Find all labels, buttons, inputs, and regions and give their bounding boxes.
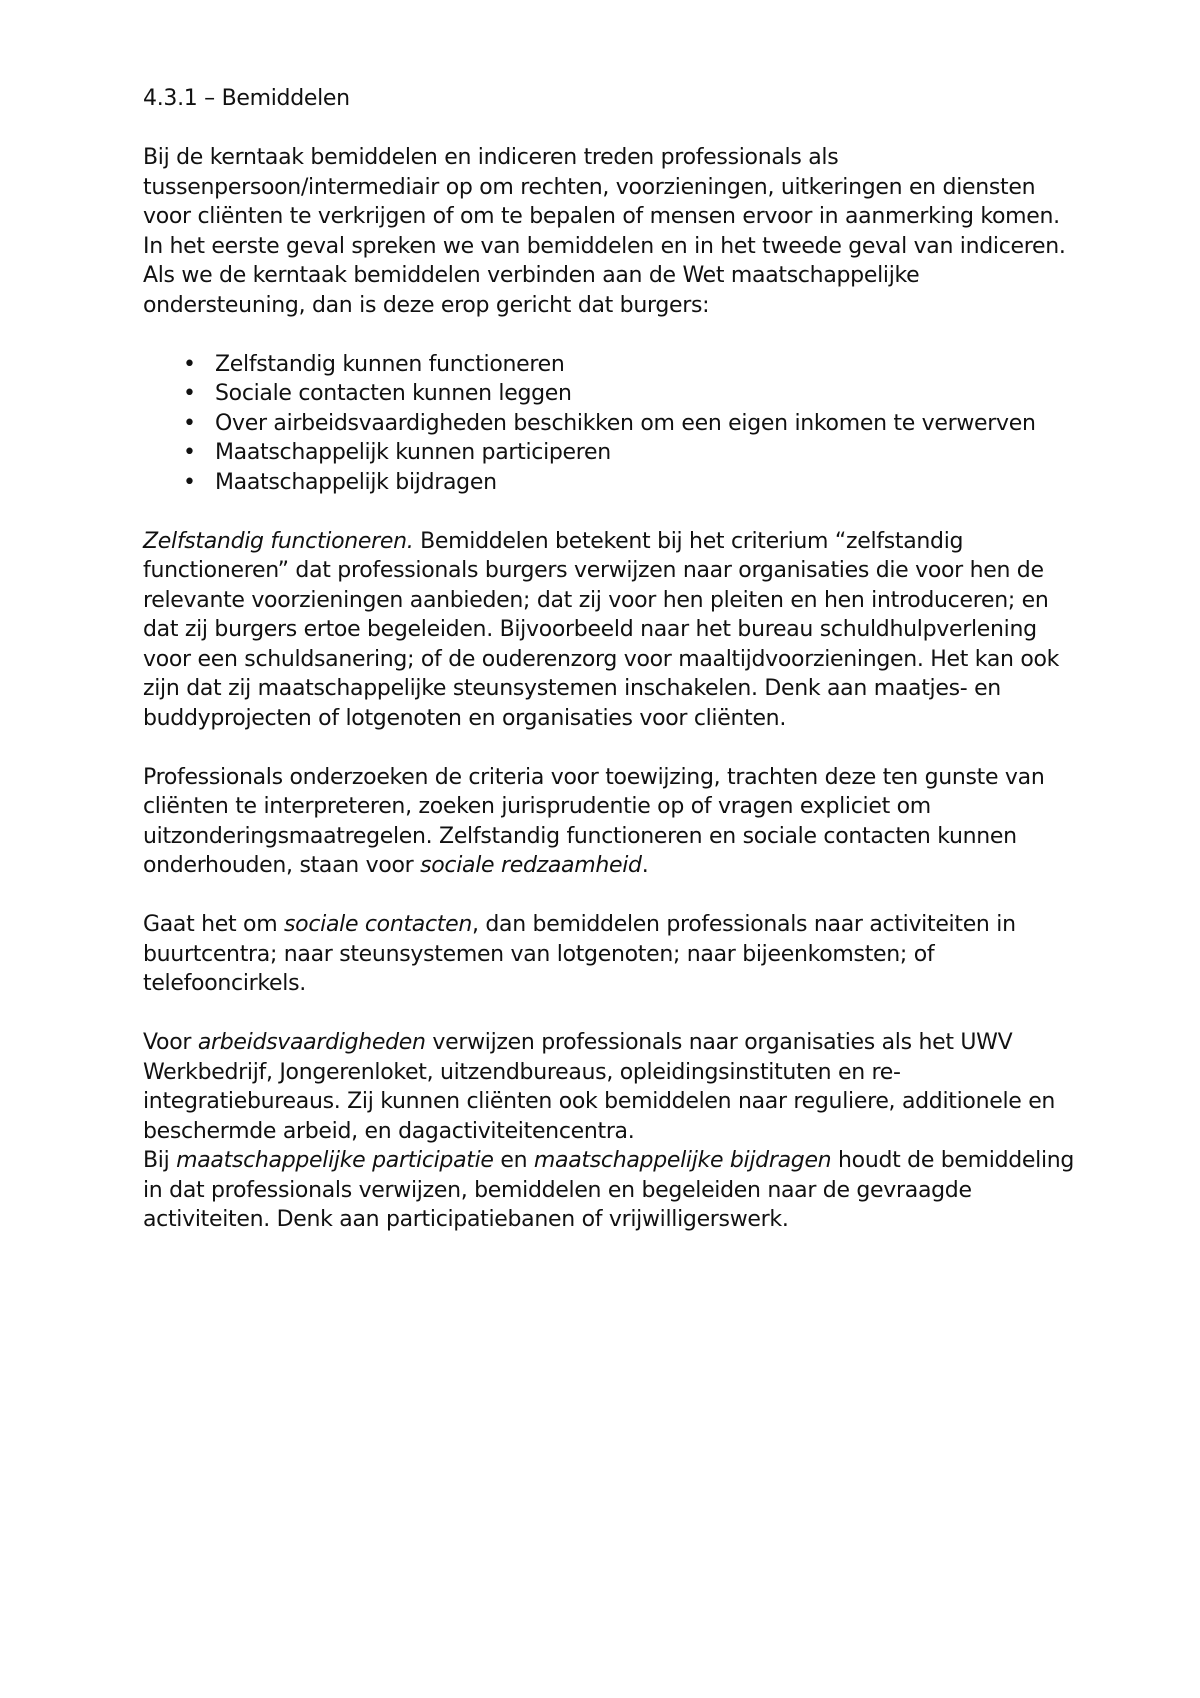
italic-term: arbeidsvaardigheden bbox=[197, 1030, 426, 1055]
italic-term: sociale contacten bbox=[284, 912, 472, 937]
paragraph-text: verwijzen professionals naar organisaties als het UWV Werkbedrijf, Jongerenloket, uitzendbureaus, opleidingsinstituten en re-integratiebureaus. Zij kunnen cliënten ook bemiddelen naar reguliere, additionele en beschermde arbeid, en dagactiviteitencentra. bbox=[143, 1030, 1056, 1144]
list-item-text: Sociale contacten kunnen leggen bbox=[215, 381, 572, 406]
paragraph-pre: Bij bbox=[143, 1148, 177, 1173]
italic-term: maatschappelijke participatie bbox=[176, 1148, 494, 1173]
section-heading: 4.3.1 – Bemiddelen bbox=[143, 86, 350, 111]
list-item bbox=[183, 438, 1083, 468]
list-item bbox=[183, 379, 1083, 409]
list-item-text: Maatschappelijk kunnen participeren bbox=[215, 440, 611, 465]
list-item bbox=[183, 350, 1083, 380]
italic-term: maatschappelijke bijdragen bbox=[533, 1148, 832, 1173]
list-item bbox=[183, 409, 1083, 439]
paragraph-pre: Voor bbox=[143, 1030, 198, 1055]
paragraph-text: houdt de bemiddeling in dat professionals verwijzen, bemiddelen en begeleiden naar de gevraagde activiteiten. Denk aan participatiebanen of vrijwilligerswerk. bbox=[143, 1148, 1075, 1232]
bullet-list bbox=[143, 350, 1083, 498]
paragraph-text: Bemiddelen betekent bij het criterium “zelfstandig functioneren” dat professionals burgers verwijzen naar organisaties die voor hen de relevante voorzieningen aanbieden; dat zij voor hen pleiten en hen introduceren; en dat zij burgers ertoe begeleiden. Bijvoorbeeld naar het bureau schuldhulpverlening voor een schuldsanering; of de ouderenzorg voor maaltijdvoorzieningen. Het kan ook zijn dat zij maatschappelijke steunsystemen inschakelen. Denk aan maatjes- en buddyprojecten of lotgenoten en organisaties voor cliënten. bbox=[143, 528, 1060, 731]
bullet-icon: • bbox=[183, 469, 196, 495]
paragraph-arbeid bbox=[143, 1028, 1083, 1146]
paragraph-mid: en bbox=[493, 1148, 534, 1173]
italic-lead: Zelfstandig functioneren. bbox=[143, 528, 414, 554]
paragraph-text: Professionals onderzoeken de criteria voor toewijzing, trachten deze ten gunste van cliënten te interpreteren, zoeken jurisprudentie op of vragen expliciet om uitzonderingsmaatregelen. Zelfstandig functioneren en sociale contacten kunnen onderhouden, staan voor bbox=[143, 764, 1045, 878]
paragraph-pre: Gaat het om bbox=[143, 912, 285, 937]
list-item bbox=[183, 468, 1083, 498]
bullet-icon: • bbox=[183, 410, 196, 436]
list-item-text: Zelfstandig kunnen functioneren bbox=[215, 351, 565, 377]
paragraph-participatie bbox=[143, 1146, 1083, 1235]
paragraph-criteria bbox=[143, 763, 1083, 881]
paragraph-text: , dan bemiddelen professionals naar activiteiten in buurtcentra; naar steunsystemen van lotgenoten; naar bijeenkomsten; of telefooncirkels. bbox=[143, 912, 1016, 996]
intro-paragraph-2: Als we de kerntaak bemiddelen verbinden aan de Wet maatschappelijke ondersteuning, dan is deze erop gericht dat burgers: bbox=[143, 263, 920, 318]
list-item-text: Over airbeidsvaardigheden beschikken om een eigen inkomen te verwerven bbox=[215, 410, 1036, 436]
paragraph-zelfstandig bbox=[143, 527, 1083, 734]
list-item-text: Maatschappelijk bijdragen bbox=[215, 469, 497, 495]
italic-term: sociale redzaamheid bbox=[420, 853, 642, 878]
bullet-icon: • bbox=[183, 351, 196, 377]
bullet-icon: • bbox=[183, 440, 196, 465]
document-page bbox=[143, 84, 1083, 1235]
intro-paragraph-1: Bij de kerntaak bemiddelen en indiceren treden professionals als tussenpersoon/intermediair op om rechten, voorzieningen, uitkeringen en diensten voor cliënten te verkrijgen of om te bepalen of mensen ervoor in aanmerking komen. In het eerste geval spreken we van bemiddelen en in het tweede geval van indiceren. bbox=[143, 145, 1066, 259]
paragraph-sociaal bbox=[143, 910, 1083, 999]
paragraph-tail: . bbox=[641, 853, 649, 878]
bullet-icon: • bbox=[183, 381, 196, 406]
